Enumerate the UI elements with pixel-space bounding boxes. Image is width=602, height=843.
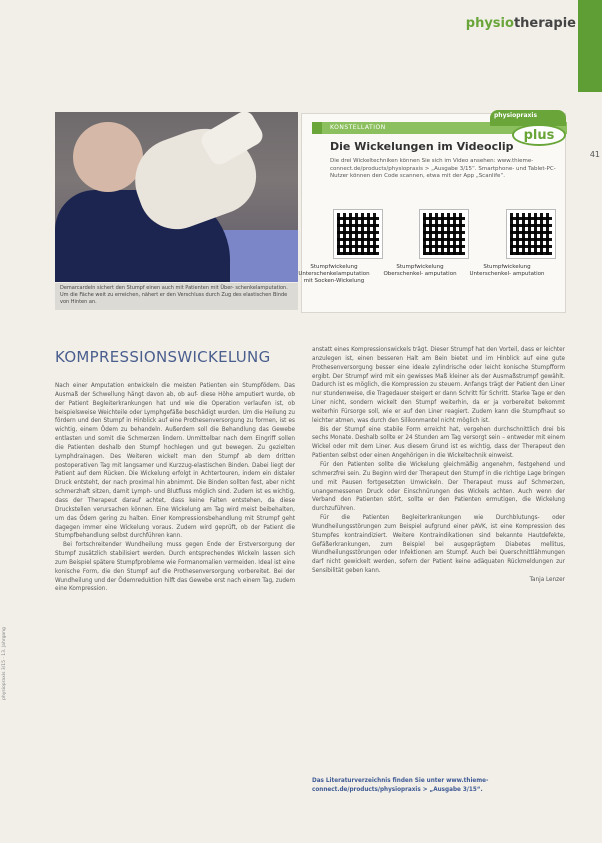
qr-label: Stumpfwickelung Unterschenkelamputation mit Socken-Wickelung xyxy=(298,264,370,284)
brand-logo: physiotherapie xyxy=(465,16,576,31)
reference-note[interactable]: Das Literaturverzeichnis finden Sie unter www.thieme-connect.de/products/physiopraxis > „Ausgabe 3/15“. xyxy=(312,778,489,793)
right-column xyxy=(312,346,565,585)
box-accent xyxy=(312,122,322,134)
box-kicker: KONSTELLATION xyxy=(330,124,386,131)
video-info-box xyxy=(298,112,566,313)
qr-code-icon[interactable] xyxy=(507,210,555,258)
paragraph: Nach einer Amputation entwickeln die meisten Patienten ein Stumpfödem. Das Ausmaß der Schwellung hängt davon ab, ob auf- diese Höhe amputiert wurde, ob der Patient Begleiterkrankungen hat und wie die Operation verlaufen ist, ob beispielsweise Weichteile oder Lymphgefäße beschädigt wurden. Um die Heilung zu fördern und den Stumpf in Hinblick auf eine Prothesenversorgung zu formen, ist es wichtig, einem Ödem zu behandeln. Außerdem soll die Behandlung das Gewebe entlasten und somit die Schmerzen lindern. Unmittelbar nach dem Eingriff sollen die Patienten deshalb den Stumpf hochlegen und gut bewegen. Zu gezielten Lymphdrainagen. Des Weiteren wickelt man den Stumpf ab dem dritten postoperativen Tag mit langsamer und Kurzzug-elastischen Binden. Dabei liegt der Patient auf dem Rücken. Die Wickelung erfolgt in Achtertouren, indem ein distaler Druck entsteht, der nach proximal hin abnimmt. Die Binden sollten fest, aber nicht schmerzhaft sitzen, damit Lymph- und Blutfluss möglich sind. Zudem ist es wichtig, dass der Therapeut darauf achtet, dass keine Falten entstehen, da diese Druckstellen verursachen können. Eine Wickelung am Tag wird meist beibehalten, um das Ödem gering zu halten. Einer Kompressionsbehandlung mit Strumpf geht dagegen immer eine Wickelung voraus. Zudem wird geprüft, ob der Patient die Stumpfbehandlung selbst durchführen kann. xyxy=(55,383,295,540)
paragraph: anstatt eines Kompressionswickels trägt. Dieser Strumpf hat den Vorteil, dass er leichter anzulegen ist, einen besseren Halt am Bein bietet und im Hinblick auf eine gute Prothesenversorgung besser eine ideale zylindrische oder leicht konische Stumpfform ergibt. Der Strumpf wird mit ein gewisses Maß kleiner als der Ausmaßstrumpf gewählt. Dadurch ist es möglich, die Kompression zu steuern. Anfangs trägt der Patient den Liner nur stundenweise, die Tragedauer steigert er dann Schritt für Schritt. Starke Tage er den Liner nicht, sondern wickelt den Stumpf weiterhin, da er ja vorbereitet bekommt weiterhin Fürsorge soll, wie er auf den Liner reagiert. Zudem kann die Stumpfhaut so leichter atmen, was durch den Silikonmantel nicht möglich ist. xyxy=(312,347,565,424)
qr-code-row xyxy=(322,210,562,270)
badge-label: physiopraxis xyxy=(494,112,538,119)
left-column xyxy=(55,382,295,594)
page-number: 41 xyxy=(589,150,600,159)
photo-hand xyxy=(73,122,143,192)
paragraph: Für den Patienten sollte die Wickelung gleichmäßig angenehm, festgehend und schmerzfrei sein. Zu Beginn wird der Therapeut den Stumpf in die richtige Lage bringen und mit Pausen fortgesetzten Umwickeln. Der Therapeut muss auf Schmerzen, unangemessenen Druck oder Einschnürungen des Wickels achten. Auch wenn der Verband den Patienten stört, sollte er den Patienten ermutigen, die Wickelung durchzuführen. xyxy=(312,461,565,513)
paragraph: Bis der Stumpf eine stabile Form erreicht hat, vergehen durchschnittlich drei bis sechs Monate. Deshalb sollte er 24 Stunden am Tag versorgt sein – entweder mit einem Wickel oder mit dem Liner. Aus diesem Grund ist es wichtig, dass der Therapeut den Patienten selbst oder einen Angehörigen in die Wickeltechnik einweist. xyxy=(312,426,565,460)
qr-code-icon[interactable] xyxy=(420,210,468,258)
article-photo xyxy=(55,112,298,282)
side-margin-text: physiopraxis 3/15 · 13. Jahrgang xyxy=(2,627,7,700)
paragraph: Bei fortschreitender Wundheilung muss gegen Ende der Erstversorgung der Stumpf zusätzlich stabilisiert werden. Durch entsprechendes Wickeln lassen sich zum Beispiel spätere Stumpfprobleme wie Formanomalien vermeiden. Ideal ist eine konische Form, die den Stumpf auf die Prothesenversorgung vorbereitet. Bei der Wundheilung und der Ödemreduktion hilft das Gewebe erst nach einem Tag, zudem eine Kompression. xyxy=(55,542,295,593)
qr-label: Stumpfwickelung Oberschenkel- amputation xyxy=(383,264,457,277)
author-name: Tanja Lenzer xyxy=(529,576,565,583)
qr-label: Stumpfwickelung Unterschenkel- amputation xyxy=(469,264,545,277)
article-headline: KOMPRESSIONSWICKELUNG xyxy=(55,348,271,366)
section-tab xyxy=(578,0,602,92)
qr-code-icon[interactable] xyxy=(334,210,382,258)
plus-badge: plus xyxy=(512,124,566,146)
box-text: Die drei Wickeltechniken können Sie sich im Video ansehen: www.thieme-connect.de/products/physiopraxis > „Ausgabe 3/15“. Smartphone- und Tablet-PC-Nutzer können den Code scannen, etwa mit der App „Scanlife“. xyxy=(330,158,556,179)
paragraph: Für die Patienten Begleiterkrankungen wie Durchblutungs- oder Wundheilungsstörungen zum Beispiel aufgrund einer pAVK, ist eine Kompression des Stumpfes kontraindiziert. Weitere Kontraindikationen sind bekannte Hautdefekte, Gefäßerkrankungen, zum Beispiel bei ausgeprägtem Diabetes mellitus, Wundheilungsstörungen oder Infektionen am Stumpf. Auch bei Querschnittlähmungen darf nicht gewickelt werden, sofern der Patient keine adäquaten Rückmeldungen zur Sensibilität geben kann. xyxy=(312,515,565,575)
box-title: Die Wickelungen im Videoclip xyxy=(330,140,514,153)
photo-caption: Demarcardeln sichert den Stumpf einen auch mit Patienten mit Über- schenkelamputation. Um die Fäche weit zu erreichen, nähert er den Verschluss durch Zug des elastischen Binde von Hinten an. xyxy=(55,283,298,310)
